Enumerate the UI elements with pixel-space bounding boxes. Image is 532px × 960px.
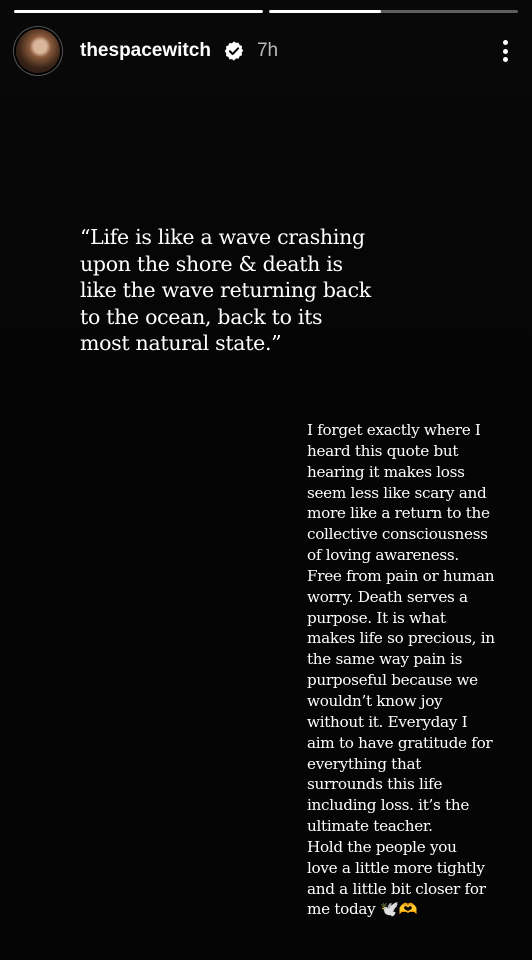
progress-segment (269, 10, 518, 13)
more-dot (503, 40, 508, 45)
more-vertical-icon[interactable] (498, 38, 512, 64)
timestamp: 7h (256, 40, 279, 61)
progress-fill (269, 10, 381, 13)
story-header (16, 28, 522, 74)
story-quote-text: “Life is like a wave crashing upon the shore & death is like the wave returning back to the ocean, back to its most natural state.” (80, 225, 371, 355)
story-caption-text: I forget exactly where I heard this quote but hearing it makes loss seem less like scary and more like a return to the collective consciousness of loving awareness. Free from pain or human worry. Death serves a purpose. It is what makes life so precious, in the same way pain is purposeful because we wouldn’t know joy without it. Everyday I aim to have gratitude for everything that surrounds this life including loss. it’s the ultimate teacher. Hold the people you love a little more tightly and a little bit closer for me today 🕊️🫶 (307, 421, 495, 919)
progress-segment (14, 10, 263, 13)
more-dot (503, 57, 508, 62)
username[interactable]: thespacewitch (80, 40, 211, 61)
more-dot (503, 49, 508, 54)
story-progress-bar (14, 10, 518, 14)
avatar[interactable] (16, 29, 60, 73)
verified-badge-icon (223, 40, 245, 62)
progress-fill (14, 10, 263, 13)
